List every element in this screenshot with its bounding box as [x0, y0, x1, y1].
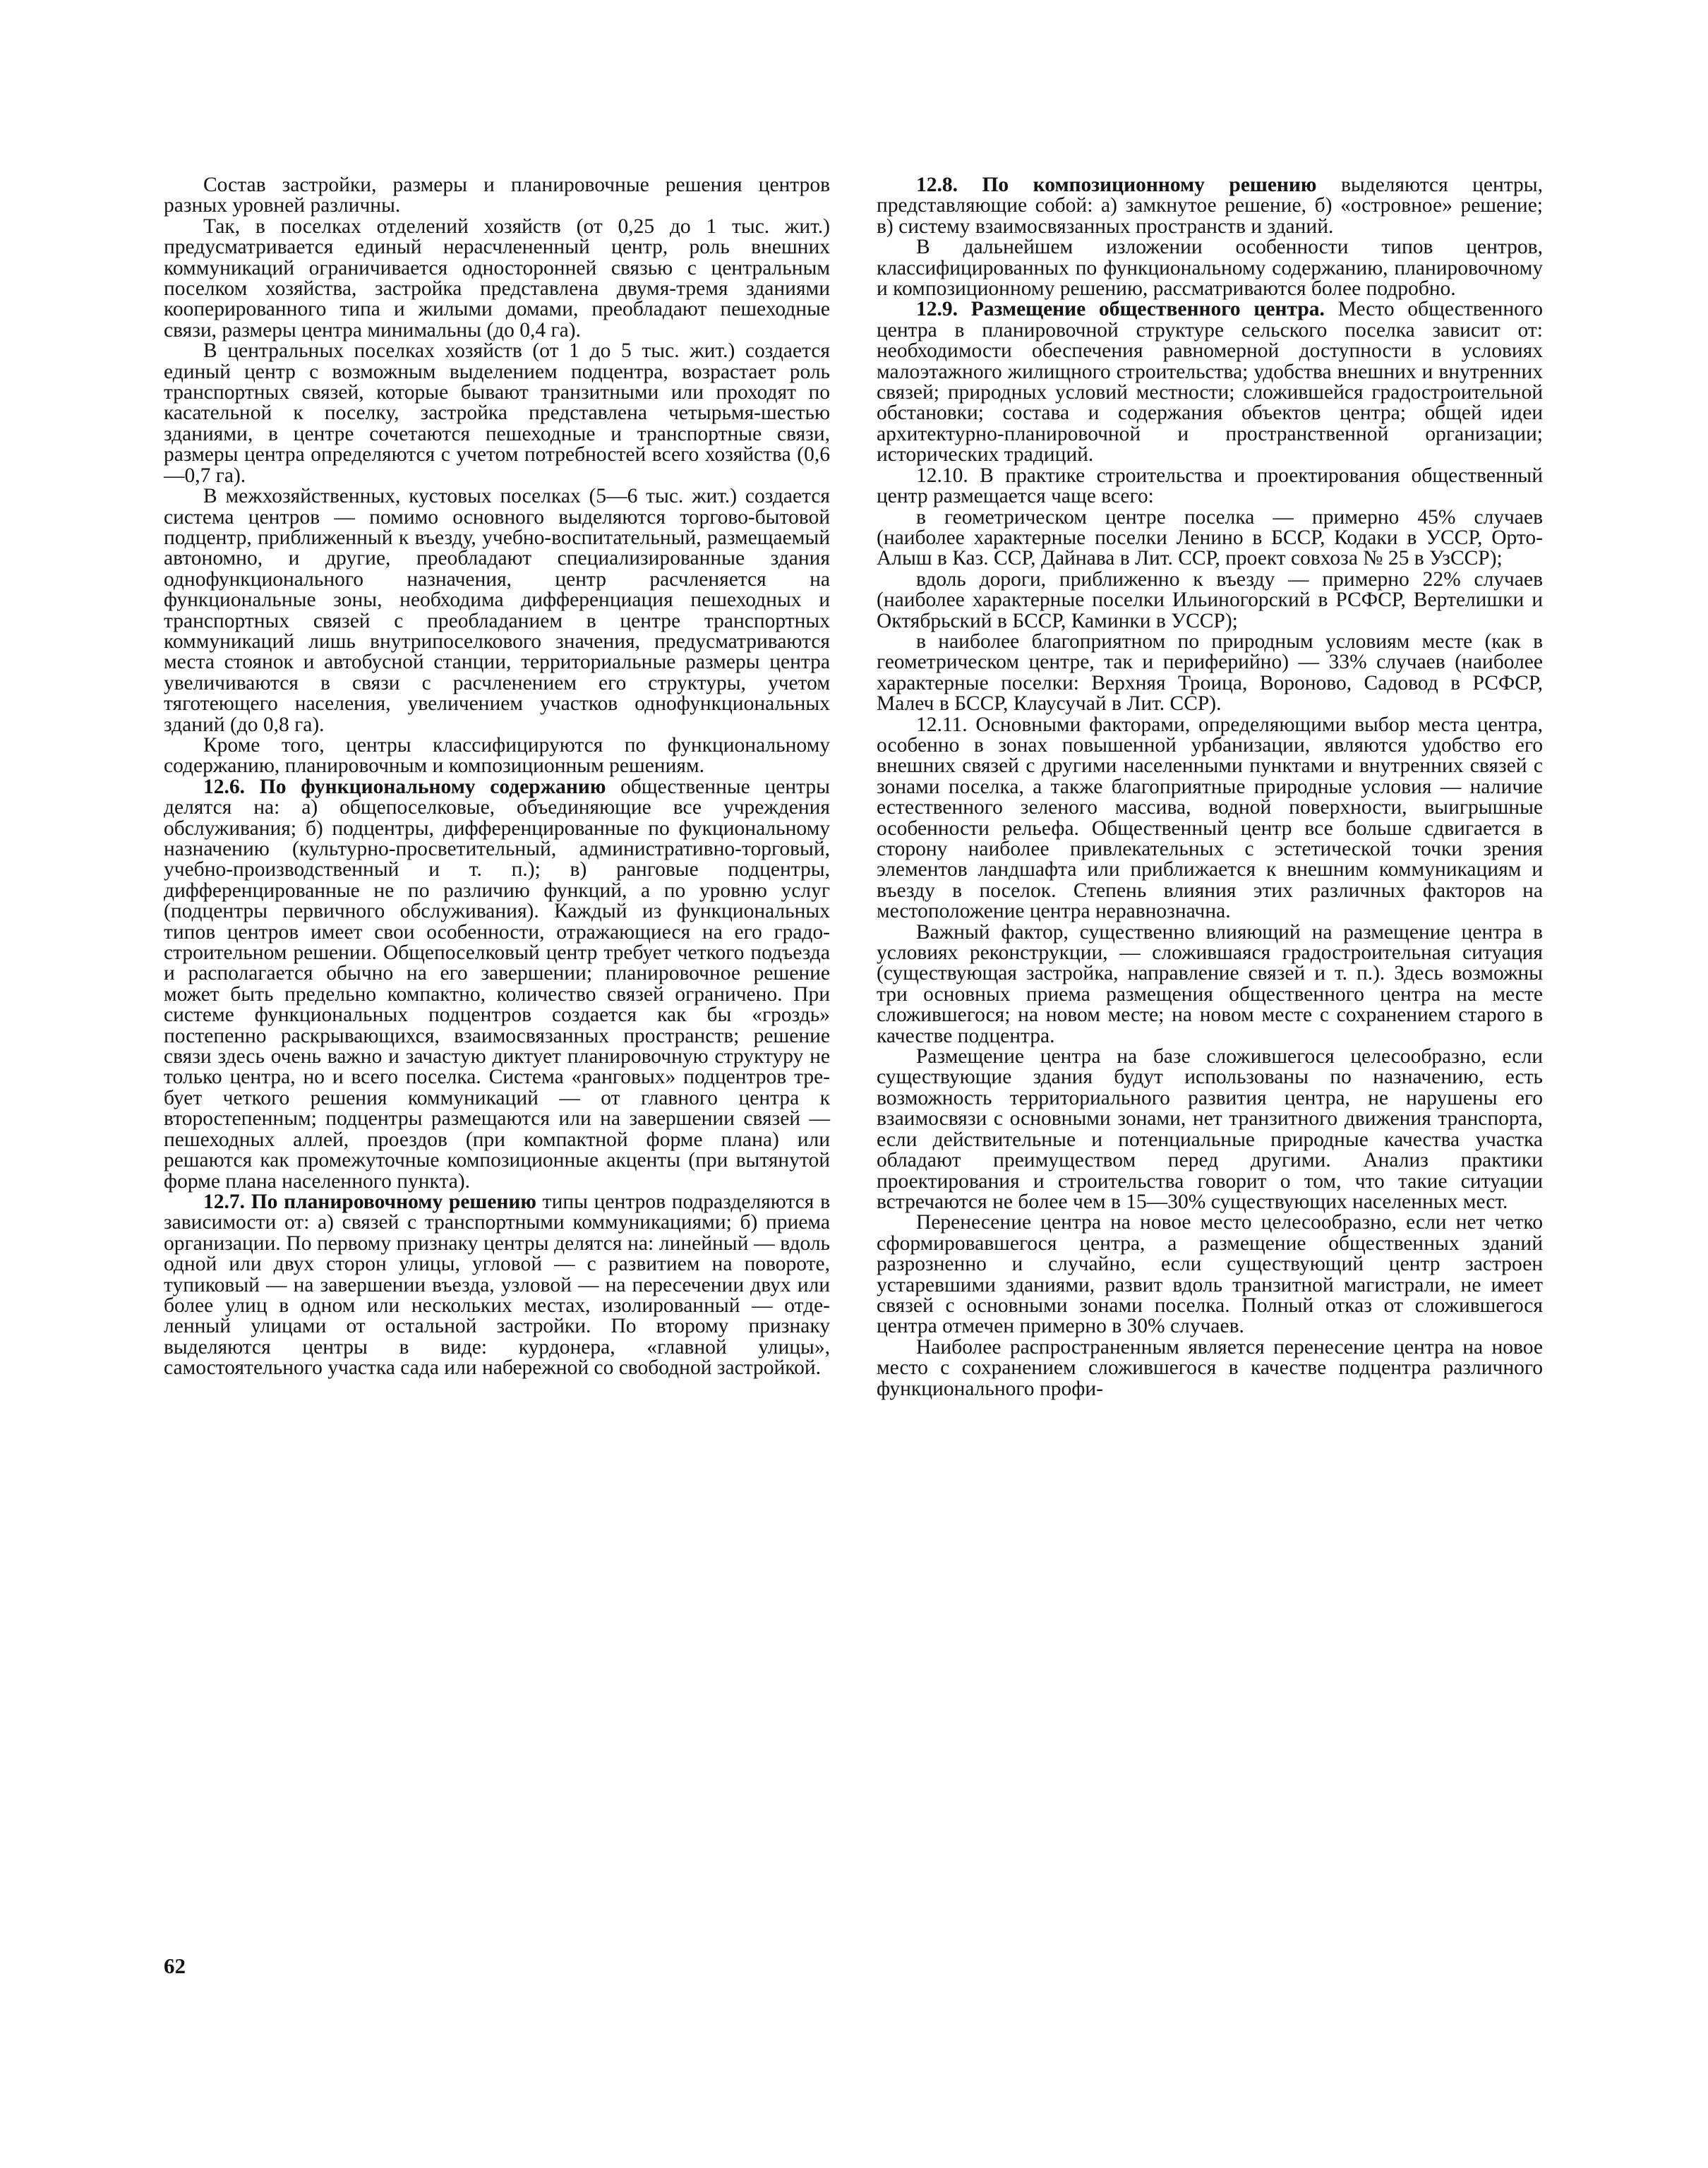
paragraph: Размещение центра на базе сложившегося целесообразно, если существующие здания будут использованы по назначению, есть возможность территориального развития центра, не нарушены его взаимосвязи с основными зонами, нет транзитного движения транспорта, если действительные и потенциальные природные качества участка обладают преимуществом перед другими. Анализ практики проектирования и строительства говорит о том, что такие ситуации встречаются не более чем в 15—30% существующих населенных мест.	[877, 1045, 1543, 1213]
paragraph	[164, 1192, 830, 1379]
paragraph: вдоль дороги, приближенно к въезду — примерно 22% случаев (наиболее характерные поселки Ильиногорский в РСФСР, Вертелишки и Октябрьский в БССР, Каминки в УССР);	[877, 567, 1543, 632]
paragraph: В центральных поселках хозяйств (от 1 до 5 тыс. жит.) создается единый центр с возможным выделением подцентра, возрастает роль транспортных связей, которые бывают транзитными или проходят по касательной к поселку, застройка представлена четырьмя-шестью зданиями, в центре сочетаются пешеходные и транспортные связи, размеры центра определяются с учетом потребностей всего хозяйства (0,6—0,7 га).	[164, 339, 830, 487]
paragraph: В межхозяйственных, кустовых поселках (5—6 тыс. жит.) создается система центров — помимо основного выделяются торгово-бытовой подцентр, приближенный к въезду, учебно-воспитательный, размещаемый автономно, и другие, преобладают специализированные здания однофункционального назначения, центр расчленяется на функциональные зоны, необходима дифференциация пешеходных и транспортных связей с преобладанием в центре транспортных коммуникаций лишь внутрипоселкового значения, предусматриваются места стоянок и автобусной станции, территориальные размеры центра увеличиваются в связи с расчленением его структуры, учетом тяготеющего населения, увеличением участков однофункциональных зданий (до 0,8 га).	[164, 485, 830, 736]
paragraph	[877, 175, 1543, 237]
section-heading: 12.8. По композиционному решению	[916, 174, 1317, 196]
left-column	[164, 175, 830, 1379]
paragraph: в геометрическом центре поселка — примерно 45% случаев (наиболее характерные поселки Ленино в БССР, Кодаки в УССР, Орто-Алыш в Каз. ССР, Дайнава в Лит. ССР, проект совхоза № 25 в УзССР);	[877, 505, 1543, 570]
section-heading: 12.6. По функциональному содержанию	[203, 775, 606, 798]
paragraph: Важный фактор, существенно влияющий на размещение центра в условиях реконструкции, — сложившаяся градостроительная ситуация (существующая застройка, направление связей и т. п.). Здесь возможны три основных приема размещения общественного центра на месте сложившегося; на новом месте; на новом месте с сохранением старого в качестве подцентра.	[877, 920, 1543, 1047]
paragraph: 12.10. В практике строительства и проектирования общественный центр размещается чаще всего:	[877, 464, 1543, 508]
paragraph-text: типы центров подразделяются в зависимости от: а) связей с транспортными коммуникациями; б) приема организации. По первому признаку центры делятся на: линейный — вдоль одной или двух сторон улицы, угловой — с развитием на повороте, тупиковый — на завершении въезда, узловой — на пересечении двух или более улиц в одном или нескольких местах, изолированный — отделенный улицами от остальной застройки. По второму признаку выделяются центры в виде: курдонера, «главной улицы», самостоятельного участка сада или набережной со свободной застройкой.	[164, 1190, 830, 1380]
section-heading: 12.9. Размещение общественного центра.	[916, 298, 1325, 321]
paragraph: Кроме того, центры классифицируются по функциональному содержанию, планировочным и композиционным решениям.	[164, 733, 830, 778]
paragraph-text: Место общественного центра в планировочной структуре сельского поселка зависит от: необходимости обеспечения равномерной доступности в условиях малоэтажного жилищного строительства; удобства внешних и внутренних связей; природных условий местности; сложившейся градостроительной обстановки; состава и содержания объектов центра; общей идеи архитектурно-планировочной и пространственной организации; исторических традиций.	[877, 298, 1543, 466]
paragraph: в наиболее благоприятном по природным условиям месте (как в геометрическом центре, так и периферийно) — 33% случаев (наиболее характерные поселки: Верхняя Троица, Вороново, Садовод в РСФСР, Малеч в БССР, Клаусучай в Лит. ССР).	[877, 630, 1543, 716]
section-heading: 12.7. По планировочному решению	[203, 1190, 536, 1213]
paragraph: Состав застройки, размеры и планировочные решения центров разных уровней различны.	[164, 174, 830, 217]
paragraph-text: выделяются центры, представляющие собой: а) замкнутое решение, б) «островное» решение; в) систему взаимосвязанных пространств и зданий.	[877, 174, 1543, 238]
paragraph: 12.11. Основными факторами, определяющими выбор места центра, особенно в зонах повышенной урбанизации, являются удобство его внешних связей с другими населенными пунктами и внутренних связей с зонами поселка, а также благоприятные природные условия — наличие естественного зеленого массива, водной поверхности, выигрышные особенности рельефа. Общественный центр все больше сдвигается в сторону наиболее привлекательных с эстетической точки зрения элементов ландшафта или приближается к внешним коммуникациям и въезду в поселок. Степень влияния этих различных факторов на местоположение центра неравнозначна.	[877, 713, 1543, 923]
paragraph: Перенесение центра на новое место целесообразно, если нет четко сформировавшегося центра, а размещение общественных зданий разрозненно и случайно, если существующий центр застроен устаревшими зданиями, развит вдоль транзитной магистрали, не имеет связей с основными зонами поселка. Полный отказ от сложившегося центра отмечен примерно в 30% случаев.	[877, 1211, 1543, 1338]
paragraph: Наиболее распространенным является перенесение центра на новое место с сохранением сложившегося в качестве подцентра различного функционального профи-	[877, 1335, 1543, 1400]
paragraph	[164, 777, 830, 1192]
paragraph: В дальнейшем изложении особенности типов центров, классифицированных по функциональному содержанию, планировочному и композиционному решению, рассматриваются более подробно.	[877, 236, 1543, 301]
paragraph-text: общественные центры делятся на: а) общепоселковые, объединяющие все учреждения обслуживания; б) подцентры, дифференцированные по фукциональному назначению (культурно-просветительный, административно-торговый, учебно-производственный и т. п.); в) ранговые подцентры, дифференцированные не по различию функций, а по уровню услуг (подцентры первичного обслуживания). Каждый из функциональных типов центров имеет свои особенности, отражающиеся на его градостроительном решении. Общепоселковый центр требует четкого подъезда и располагается обычно на его завершении; планировочное решение может быть предельно компактно, количество связей ограничено. При системе функциональных подцентров создается как бы «гроздь» постепенно раскрывающихся, взаимосвязанных пространств; решение связи здесь очень важно и зачастую диктует планировочную структуру не только центра, но и всего поселка. Система «ранговых» подцентров требует четкого решения коммуникаций — от главного центра к второстепенным; подцентры размещаются или на завершении связей — пешеходных аллей, проездов (при компактной форме плана) или решаются как промежуточные композиционные акценты (при вытянутой форме плана населенного пункта).	[164, 775, 831, 1193]
right-column	[877, 175, 1543, 1399]
paragraph	[877, 299, 1543, 465]
page-number: 62	[164, 1953, 186, 1978]
paragraph: Так, в поселках отделений хозяйств (от 0,25 до 1 тыс. жит.) предусматривается единый нерасчлененный центр, роль внешних коммуникаций ограничивается односторонней связью с центральным поселком хозяйства, застройка представлена двумя-тремя зданиями кооперированного типа и жилыми домами, преобладают пешеходные связи, размеры центра минимальны (до 0,4 га).	[164, 215, 830, 342]
